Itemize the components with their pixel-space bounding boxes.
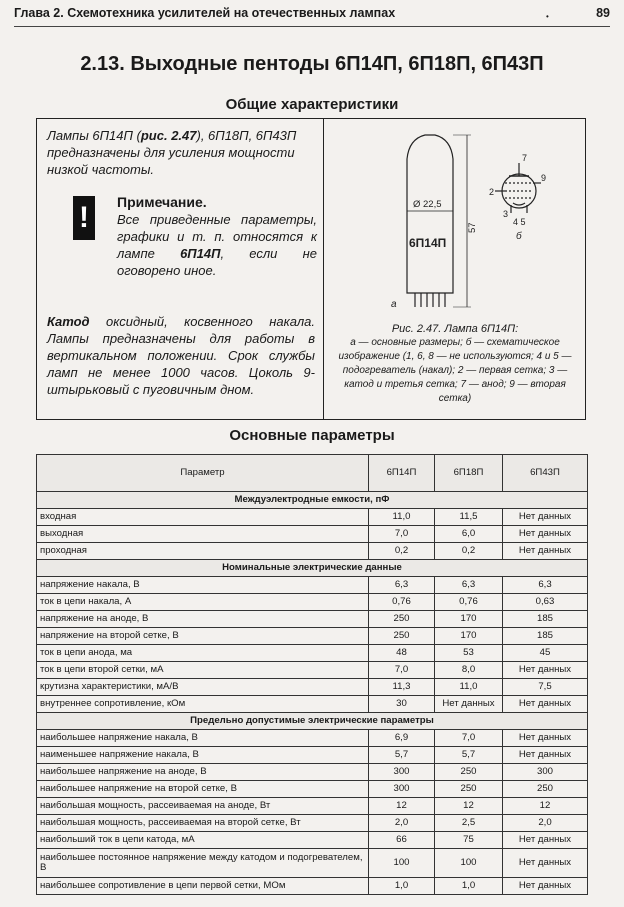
param-value: Нет данных bbox=[435, 696, 503, 713]
param-value: 250 bbox=[369, 611, 435, 628]
pin-3-label: 3 bbox=[503, 209, 509, 219]
param-value: Нет данных bbox=[503, 509, 588, 526]
group-title: Номинальные электрические данные bbox=[37, 560, 588, 577]
param-value: 11,5 bbox=[435, 509, 503, 526]
group-title: Предельно допустимые электрические параметры bbox=[37, 713, 588, 730]
param-name: ток в цепи накала, А bbox=[37, 594, 369, 611]
note-title: Примечание. bbox=[117, 194, 207, 210]
param-name: наибольшее напряжение накала, В bbox=[37, 730, 369, 747]
table-row bbox=[37, 730, 588, 747]
params-heading: Основные параметры bbox=[229, 427, 395, 444]
param-value: 30 bbox=[369, 696, 435, 713]
param-value: 250 bbox=[435, 764, 503, 781]
param-value: 7,0 bbox=[435, 730, 503, 747]
param-value: 0,2 bbox=[369, 543, 435, 560]
pin-7-label: 7 bbox=[522, 153, 528, 163]
page-number: 89 bbox=[596, 6, 610, 20]
param-name: выходная bbox=[37, 526, 369, 543]
param-name: наибольшее сопротивление в цепи первой сетки, МОм bbox=[37, 878, 369, 895]
exclamation-icon: ! bbox=[73, 196, 95, 240]
param-value: 300 bbox=[369, 764, 435, 781]
tube-outline bbox=[407, 135, 453, 293]
tube-figure bbox=[325, 121, 583, 319]
param-value: 250 bbox=[503, 781, 588, 798]
param-value: 53 bbox=[435, 645, 503, 662]
param-value: Нет данных bbox=[503, 696, 588, 713]
table-row bbox=[37, 815, 588, 832]
param-value: 11,0 bbox=[369, 509, 435, 526]
group-row bbox=[37, 560, 588, 577]
table-row bbox=[37, 781, 588, 798]
section-title: 2.13. Выходные пентоды 6П14П, 6П18П, 6П43П bbox=[80, 53, 544, 75]
table-row bbox=[37, 577, 588, 594]
table-row bbox=[37, 679, 588, 696]
param-value: 7,5 bbox=[503, 679, 588, 696]
param-value: 12 bbox=[503, 798, 588, 815]
pin-45-label: 4 5 bbox=[513, 217, 526, 227]
param-value: Нет данных bbox=[503, 878, 588, 895]
label-a: а bbox=[391, 299, 397, 310]
running-header bbox=[14, 0, 610, 27]
param-name: наименьшее напряжение накала, В bbox=[37, 747, 369, 764]
table-row bbox=[37, 594, 588, 611]
param-value: 0,76 bbox=[369, 594, 435, 611]
param-value: 5,7 bbox=[369, 747, 435, 764]
table-row bbox=[37, 645, 588, 662]
table-row bbox=[37, 832, 588, 849]
params-table bbox=[36, 454, 588, 895]
diameter-label: Ø 22,5 bbox=[413, 199, 442, 210]
info-box bbox=[36, 118, 586, 420]
header-dot: • bbox=[546, 12, 549, 21]
param-name: наибольшая мощность, рассеиваемая на второй сетке, Вт bbox=[37, 815, 369, 832]
col-header: 6П43П bbox=[503, 455, 588, 492]
note-text: Все приведенные параметры, графики и т. п. относятся к лампе 6П14П, если не оговорено иное. bbox=[117, 212, 317, 278]
param-value: 2,0 bbox=[503, 815, 588, 832]
param-value: Нет данных bbox=[503, 730, 588, 747]
param-value: Нет данных bbox=[503, 526, 588, 543]
param-name: напряжение накала, В bbox=[37, 577, 369, 594]
param-value: Нет данных bbox=[503, 747, 588, 764]
param-value: 12 bbox=[369, 798, 435, 815]
table-row bbox=[37, 798, 588, 815]
table-row bbox=[37, 696, 588, 713]
param-value: 0,2 bbox=[435, 543, 503, 560]
param-name: ток в цепи второй сетки, мА bbox=[37, 662, 369, 679]
param-name: напряжение на аноде, В bbox=[37, 611, 369, 628]
param-value: 6,9 bbox=[369, 730, 435, 747]
param-value: 300 bbox=[369, 781, 435, 798]
label-b: б bbox=[516, 231, 522, 242]
param-value: Нет данных bbox=[503, 662, 588, 679]
param-name: наибольшее напряжение на второй сетке, В bbox=[37, 781, 369, 798]
param-value: 66 bbox=[369, 832, 435, 849]
pin-2-label: 2 bbox=[489, 187, 495, 197]
param-value: 2,5 bbox=[435, 815, 503, 832]
intro-text: Лампы 6П14П (рис. 2.47), 6П18П, 6П43П предназначены для усиления мощности низкой частоты. bbox=[47, 128, 297, 177]
figure-caption bbox=[327, 322, 583, 406]
table-row bbox=[37, 849, 588, 878]
param-value: 0,76 bbox=[435, 594, 503, 611]
param-value: 8,0 bbox=[435, 662, 503, 679]
group-title: Междуэлектродные емкости, пФ bbox=[37, 492, 588, 509]
table-header-row bbox=[37, 455, 588, 492]
param-value: 100 bbox=[369, 849, 435, 878]
param-name: наибольшее напряжение на аноде, В bbox=[37, 764, 369, 781]
param-value: 5,7 bbox=[435, 747, 503, 764]
figure-ref: рис. 2.47 bbox=[140, 128, 197, 143]
param-value: Нет данных bbox=[503, 832, 588, 849]
param-value: 6,3 bbox=[503, 577, 588, 594]
height-label: 57 bbox=[467, 222, 478, 233]
pin-9-label: 9 bbox=[541, 173, 547, 183]
params-body bbox=[37, 492, 588, 895]
group-row bbox=[37, 492, 588, 509]
param-value: 6,0 bbox=[435, 526, 503, 543]
table-row bbox=[37, 878, 588, 895]
col-header: Параметр bbox=[37, 455, 369, 492]
col-header: 6П14П bbox=[369, 455, 435, 492]
param-value: 12 bbox=[435, 798, 503, 815]
param-value: 6,3 bbox=[369, 577, 435, 594]
table-row bbox=[37, 628, 588, 645]
group-row bbox=[37, 713, 588, 730]
param-value: 170 bbox=[435, 611, 503, 628]
param-value: 250 bbox=[369, 628, 435, 645]
param-name: напряжение на второй сетке, В bbox=[37, 628, 369, 645]
table-row bbox=[37, 747, 588, 764]
table-row bbox=[37, 543, 588, 560]
cathode-text: Катод оксидный, косвенного накала. Лампы предназначены для работы в вертикальном положении. Срок службы ламп не менее 1000 часов. Цоколь 9-штырьковый с пуговичным дном. bbox=[47, 314, 315, 397]
param-name: наибольшая мощность, рассеиваемая на аноде, Вт bbox=[37, 798, 369, 815]
param-value: 75 bbox=[435, 832, 503, 849]
chapter-title: Глава 2. Схемотехника усилителей на отечественных лампах bbox=[14, 6, 396, 20]
param-value: 2,0 bbox=[369, 815, 435, 832]
param-value: 250 bbox=[435, 781, 503, 798]
param-value: 11,3 bbox=[369, 679, 435, 696]
param-name: крутизна характеристики, мА/В bbox=[37, 679, 369, 696]
param-value: 1,0 bbox=[369, 878, 435, 895]
param-value: 11,0 bbox=[435, 679, 503, 696]
caption-title: Рис. 2.47. Лампа 6П14П: bbox=[391, 323, 519, 335]
param-name: наибольшее постоянное напряжение между катодом и подогревателем, В bbox=[37, 849, 369, 878]
table-row bbox=[37, 764, 588, 781]
caption-text: а — основные размеры; б — схематическое изображение (1, 6, 8 — не используются; 4 и 5 — подогреватель (накал); 2 — первая сетка; 3 — катод и третья сетка; 7 — анод; 9 — вторая сетка) bbox=[338, 337, 572, 404]
param-value: Нет данных bbox=[503, 849, 588, 878]
param-value: 185 bbox=[503, 628, 588, 645]
param-value: 1,0 bbox=[435, 878, 503, 895]
param-value: 48 bbox=[369, 645, 435, 662]
param-name: проходная bbox=[37, 543, 369, 560]
param-value: 7,0 bbox=[369, 526, 435, 543]
param-value: 45 bbox=[503, 645, 588, 662]
table-row bbox=[37, 509, 588, 526]
general-heading: Общие характеристики bbox=[225, 96, 399, 113]
param-value: 6,3 bbox=[435, 577, 503, 594]
param-value: Нет данных bbox=[503, 543, 588, 560]
param-name: наибольший ток в цепи катода, мА bbox=[37, 832, 369, 849]
table-row bbox=[37, 611, 588, 628]
param-name: ток в цепи анода, ма bbox=[37, 645, 369, 662]
param-value: 7,0 bbox=[369, 662, 435, 679]
tube-label: 6П14П bbox=[409, 236, 447, 250]
param-value: 0,63 bbox=[503, 594, 588, 611]
param-value: 300 bbox=[503, 764, 588, 781]
table-row bbox=[37, 662, 588, 679]
param-name: внутреннее сопротивление, кОм bbox=[37, 696, 369, 713]
info-box-divider bbox=[323, 119, 324, 419]
param-name: входная bbox=[37, 509, 369, 526]
col-header: 6П18П bbox=[435, 455, 503, 492]
param-value: 185 bbox=[503, 611, 588, 628]
param-value: 100 bbox=[435, 849, 503, 878]
param-value: 170 bbox=[435, 628, 503, 645]
table-row bbox=[37, 526, 588, 543]
